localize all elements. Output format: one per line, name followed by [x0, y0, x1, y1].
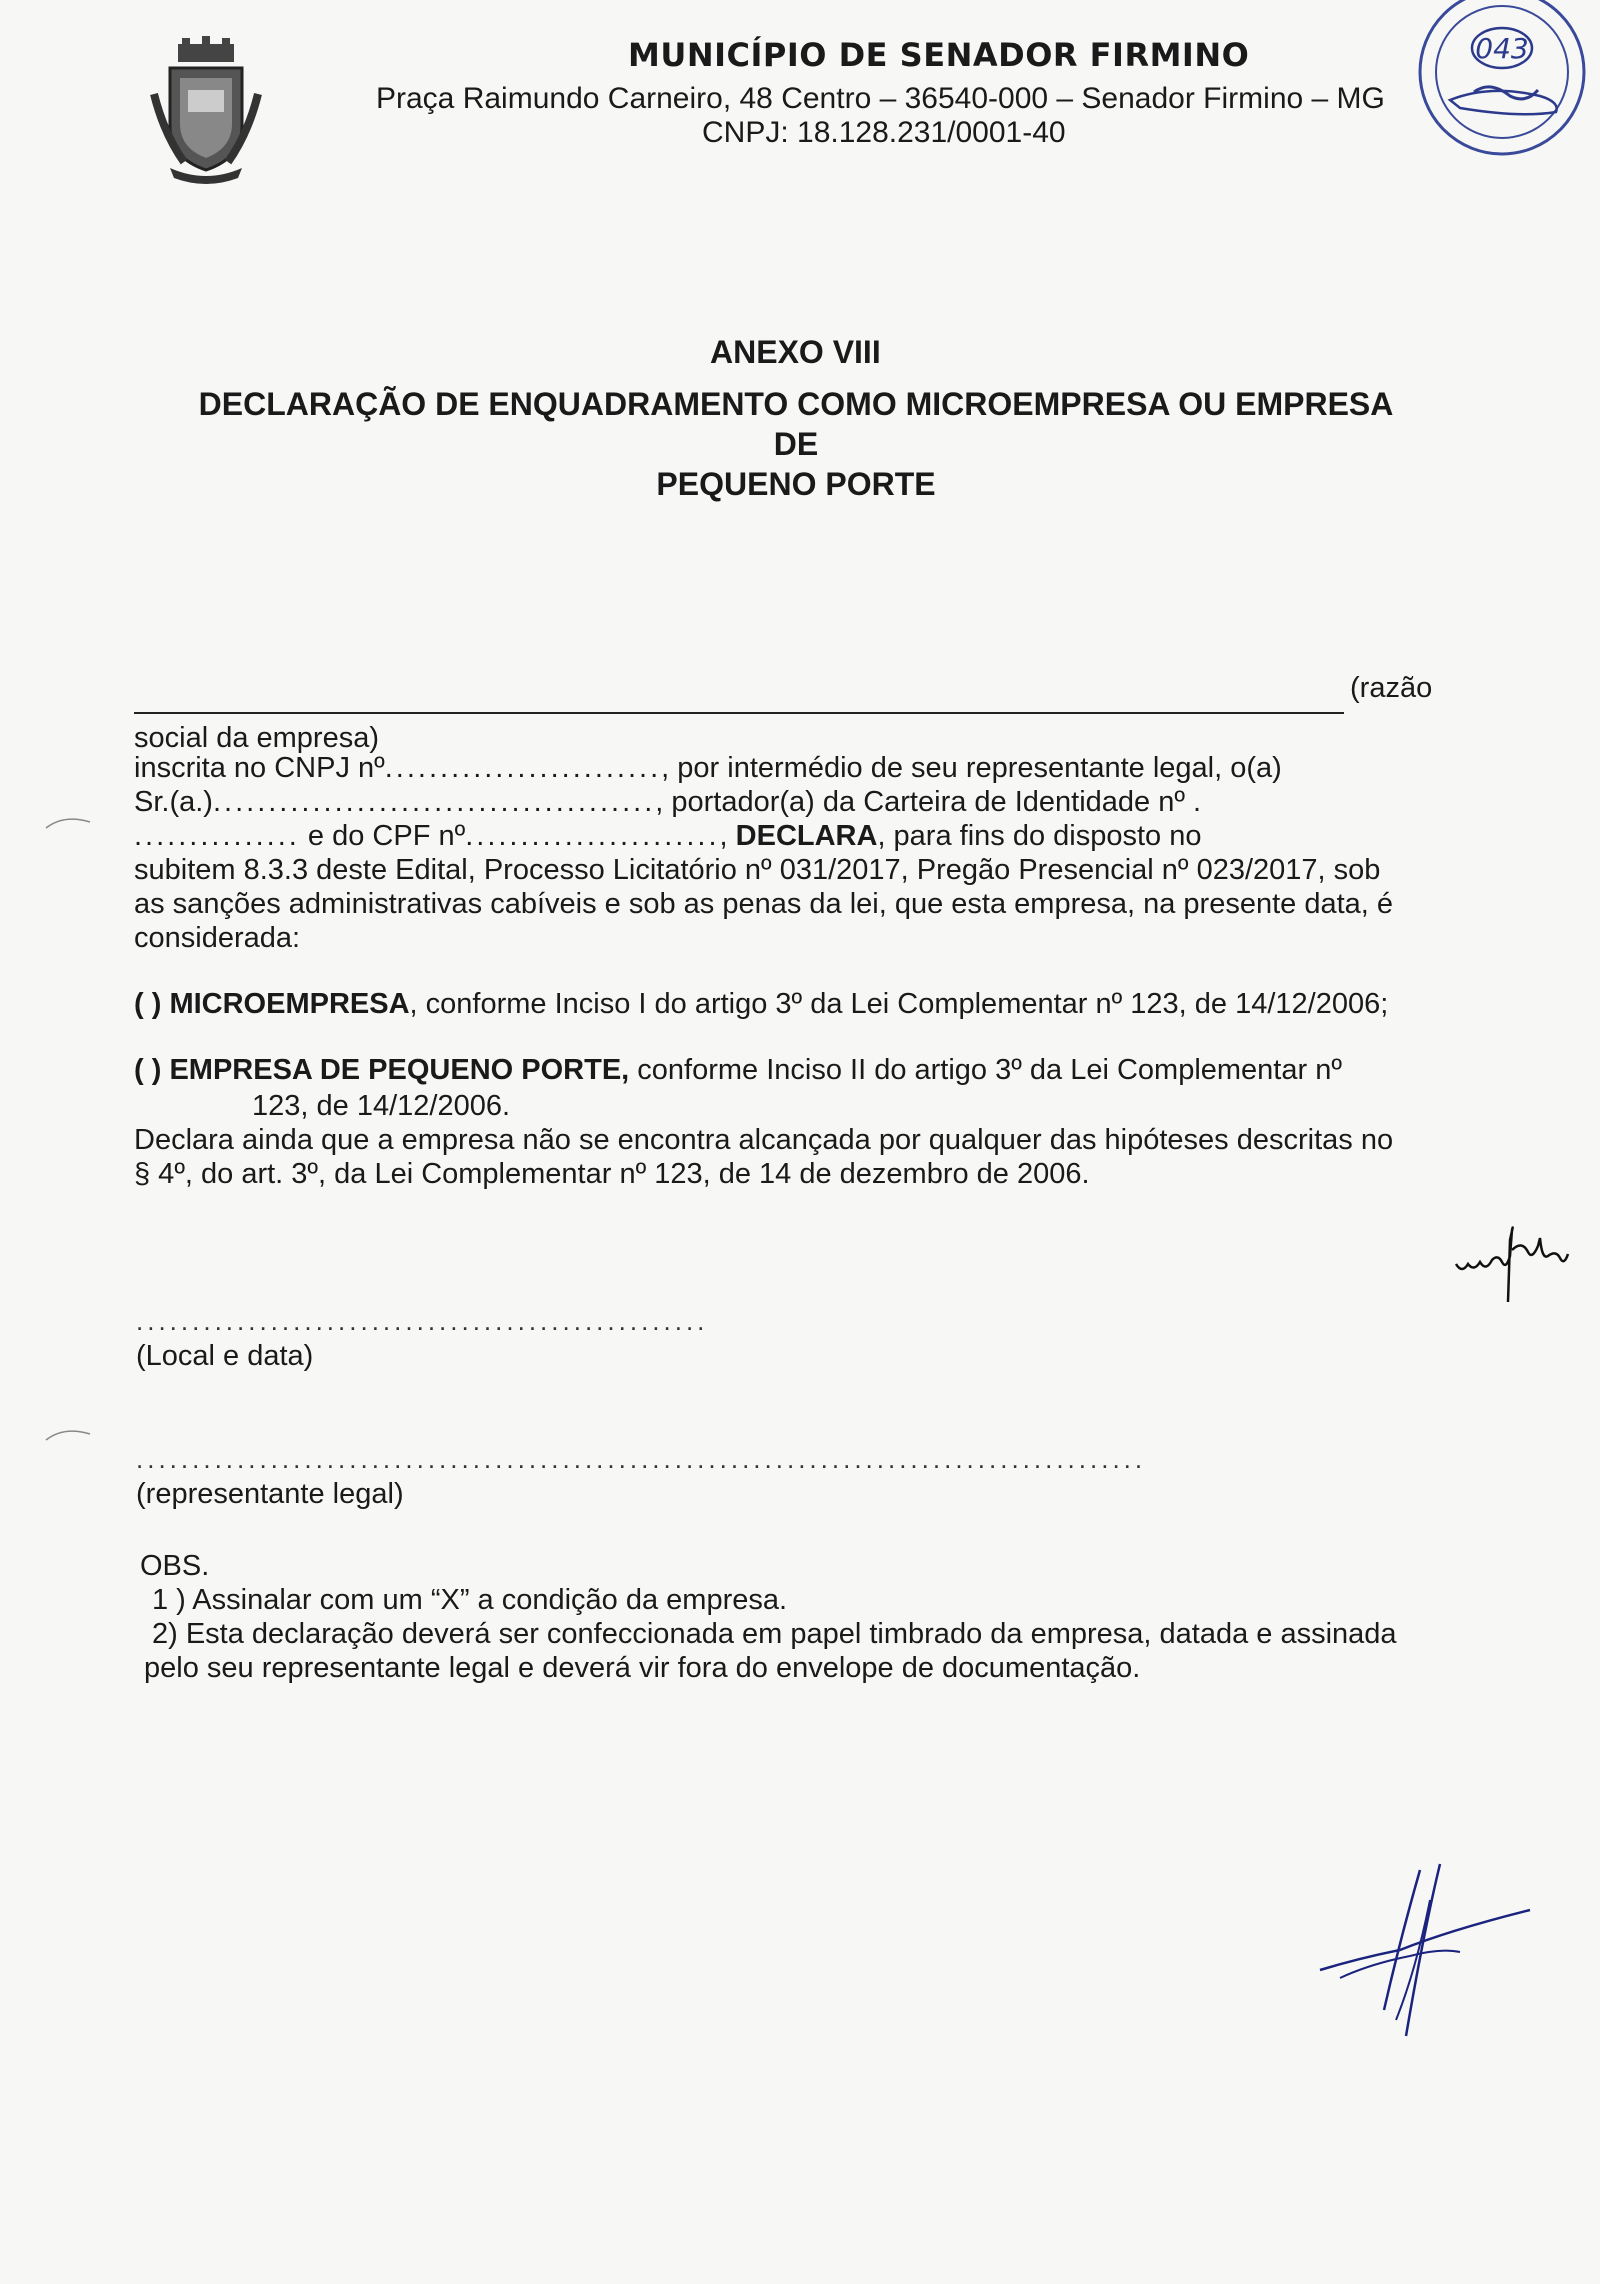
identity-label: , portador(a) da Carteira de Identidade nº .	[655, 786, 1202, 818]
microempresa-label: MICROEMPRESA	[169, 988, 410, 1020]
local-date-label: (Local e data)	[136, 1340, 314, 1372]
epp-label: EMPRESA DE PEQUENO PORTE,	[169, 1054, 630, 1086]
microempresa-checkbox: ( )	[134, 988, 162, 1020]
scan-mark	[44, 1424, 94, 1444]
body-line-4	[134, 820, 1201, 853]
declaration-title-line2: PEQUENO PORTE	[656, 466, 936, 502]
stamp-number: 043	[1475, 32, 1529, 65]
body-line-7: considerada:	[134, 922, 301, 954]
option-epp-line2: 123, de 14/12/2006.	[252, 1090, 511, 1122]
cnpj-tail: , por intermédio de seu representante legal, o(a)	[661, 752, 1282, 784]
municipality-name: MUNICÍPIO DE SENADOR FIRMINO	[628, 36, 1250, 74]
body-line-3	[134, 786, 1201, 819]
representative-blank: ........................................	[212, 786, 656, 818]
cpf-blank: .......................	[465, 820, 720, 852]
municipality-address: Praça Raimundo Carneiro, 48 Centro – 36540-000 – Senador Firmino – MG	[376, 82, 1385, 115]
municipal-crest-icon	[150, 34, 262, 184]
annex-number: ANEXO VIII	[710, 334, 881, 370]
option-microempresa	[134, 988, 1388, 1021]
scan-mark	[44, 812, 94, 832]
cnpj-label: inscrita no CNPJ nº	[134, 752, 385, 784]
microempresa-text: , conforme Inciso I do artigo 3º da Lei Complementar nº 123, de 14/12/2006;	[409, 988, 1389, 1020]
option-epp	[134, 1054, 1342, 1087]
declaration-title	[196, 384, 1396, 504]
local-date-blank: ...................................................	[136, 1306, 709, 1336]
epp-text: conforme Inciso II do artigo 3º da Lei Complementar nº	[629, 1054, 1342, 1086]
company-name-blank-line	[134, 712, 1344, 714]
body-line-2	[134, 752, 1282, 785]
obs-item-1: 1 ) Assinalar com um “X” a condição da empresa.	[152, 1584, 788, 1616]
declaration-title-line1: DECLARAÇÃO DE ENQUADRAMENTO COMO MICROEMPRESA OU EMPRESA DE	[198, 386, 1394, 462]
sr-label: Sr.(a.)	[134, 786, 213, 818]
obs-label: OBS.	[140, 1550, 210, 1582]
handwritten-signature	[1300, 1860, 1540, 2040]
representative-label: (representante legal)	[136, 1478, 404, 1510]
declara-word: DECLARA	[735, 820, 878, 852]
identity-blank: ...............	[134, 820, 300, 852]
epp-checkbox: ( )	[134, 1054, 162, 1086]
body-line-1: social da empresa)	[134, 722, 379, 754]
cnpj-blank: .........................	[384, 752, 662, 784]
line4-tail: , para fins do disposto no	[877, 820, 1202, 852]
body-line-5: subitem 8.3.3 deste Edital, Processo Licitatório nº 031/2017, Pregão Presencial nº 023/2017, sob	[134, 854, 1381, 886]
municipality-cnpj: CNPJ: 18.128.231/0001-40	[702, 116, 1066, 149]
razao-label: (razão	[1350, 672, 1433, 704]
obs-item-2-line2: pelo seu representante legal e deverá vir fora do envelope de documentação.	[144, 1652, 1141, 1684]
body-line-6: as sanções administrativas cabíveis e sob as penas da lei, que esta empresa, na presente data, é	[134, 888, 1394, 920]
representative-signature-blank: ..........................................................................................	[136, 1444, 1147, 1474]
obs-item-2-line1: 2) Esta declaração deverá ser confeccionada em papel timbrado da empresa, datada e assinada	[152, 1618, 1397, 1650]
commission-stamp	[1390, 0, 1590, 160]
initials-signature	[1452, 1210, 1572, 1310]
cpf-label: e do CPF nº	[299, 820, 466, 852]
declaration-extra-line2: § 4º, do art. 3º, da Lei Complementar nº 123, de 14 de dezembro de 2006.	[134, 1158, 1090, 1190]
cpf-comma: ,	[719, 820, 736, 852]
declaration-extra-line1: Declara ainda que a empresa não se encontra alcançada por qualquer das hipóteses descritas no	[134, 1124, 1394, 1156]
